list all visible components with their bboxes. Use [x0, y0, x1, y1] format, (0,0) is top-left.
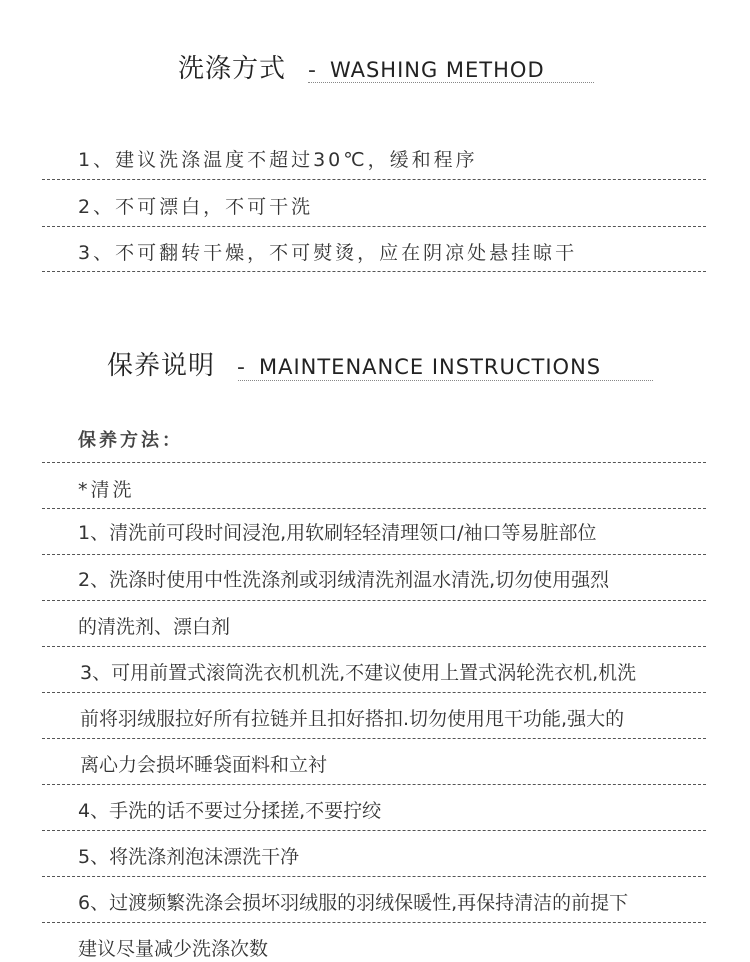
divider	[42, 179, 706, 180]
maintenance-title-cn: 保养说明	[107, 351, 216, 381]
washing-title-underline	[308, 82, 594, 83]
maintenance-line-9: 6、过渡频繁洗涤会损坏羽绒服的羽绒保暖性,再保持清洁的前提下	[78, 892, 629, 914]
maintenance-line-5: 前将羽绒服拉好所有拉链并且扣好搭扣.切勿使用甩干功能,强大的	[80, 708, 625, 730]
maintenance-section-title	[107, 345, 601, 382]
divider	[42, 508, 706, 509]
maintenance-line-7: 4、手洗的话不要过分揉搓,不要拧绞	[78, 800, 382, 822]
washing-item-1: 1、建议洗涤温度不超过30℃，缓和程序	[78, 149, 478, 171]
divider	[42, 600, 706, 601]
divider	[42, 554, 706, 555]
maintenance-title-dash: -	[237, 355, 245, 380]
washing-title-dash: -	[308, 58, 316, 83]
divider	[42, 692, 706, 693]
divider	[42, 784, 706, 785]
divider	[42, 226, 706, 227]
maintenance-line-6: 离心力会损坏睡袋面料和立衬	[80, 754, 328, 776]
washing-item-3: 3、不可翻转干燥，不可熨烫，应在阴凉处悬挂晾干	[78, 242, 578, 264]
maintenance-line-4: 3、可用前置式滚筒洗衣机机洗,不建议使用上置式涡轮洗衣机,机洗	[80, 662, 637, 684]
maintenance-line-2: 2、洗涤时使用中性洗涤剂或羽绒清洗剂温水清洗,切勿使用强烈	[78, 569, 610, 591]
divider	[42, 271, 706, 272]
washing-title-en: WASHING METHOD	[329, 58, 545, 82]
washing-section-title	[178, 48, 545, 85]
washing-title-cn: 洗涤方式	[178, 54, 287, 84]
maintenance-line-1: 1、清洗前可段时间浸泡,用软刷轻轻清理领口/袖口等易脏部位	[78, 522, 597, 544]
divider	[42, 830, 706, 831]
cleaning-heading: *清洗	[78, 479, 135, 501]
maintenance-title-en: MAINTENANCE INSTRUCTIONS	[258, 355, 602, 379]
divider	[42, 876, 706, 877]
maintenance-method-heading: 保养方法：	[78, 430, 183, 451]
divider	[42, 738, 706, 739]
maintenance-line-8: 5、将洗涤剂泡沫漂洗干净	[78, 846, 300, 868]
divider	[42, 922, 706, 923]
maintenance-line-3: 的清洗剂、漂白剂	[78, 616, 231, 638]
washing-item-2: 2、不可漂白，不可干洗	[78, 196, 314, 218]
maintenance-line-10: 建议尽量减少洗涤次数	[78, 938, 269, 960]
divider	[42, 646, 706, 647]
divider	[42, 462, 706, 463]
maintenance-title-underline	[238, 380, 653, 381]
